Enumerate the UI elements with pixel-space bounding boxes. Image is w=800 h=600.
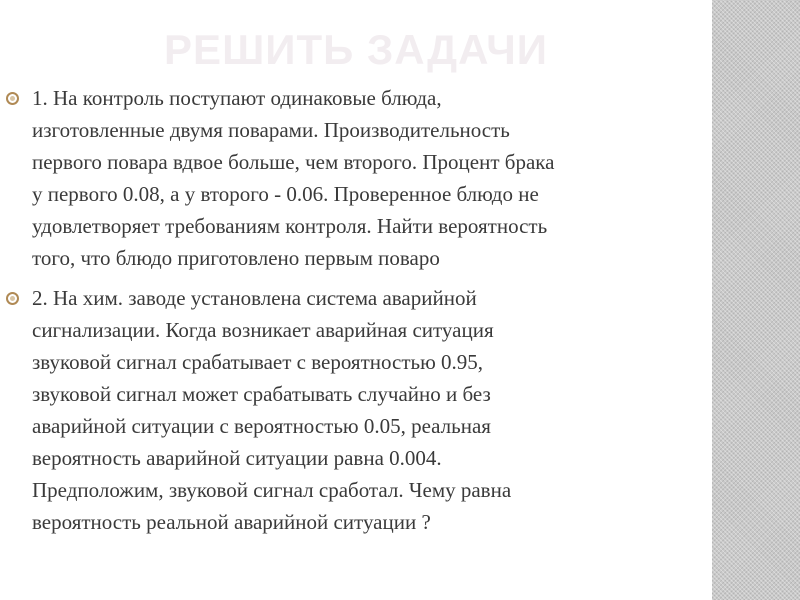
bullet-icon [6,92,19,105]
task-list [6,82,706,546]
decorative-side-band [712,0,800,600]
task-text: 1. На контроль поступают одинаковые блюда, изготовленные двумя поварами. Производительность первого повара вдвое больше, чем второго. Процент брака у первого 0.08, а у второго - 0.06. Проверенное блюдо не удовлетворяет требованиям контроля. Найти вероятность того, что блюдо приготовлено первым поваро [32,86,555,270]
task-item-2 [6,282,706,538]
bullet-icon [6,292,19,305]
task-item-1 [6,82,706,274]
task-text: 2. На хим. заводе установлена система аварийной сигнализации. Когда возникает аварийная ситуация звуковой сигнал срабатывает с вероятностью 0.95, звуковой сигнал может срабатывать случайно и без аварийной ситуации с вероятностью 0.05, реальная вероятность аварийной ситуации равна 0.004. Предположим, звуковой сигнал сработал. Чему равна вероятность реальной аварийной ситуации ? [32,286,512,534]
slide-title: РЕШИТЬ ЗАДАЧИ [164,26,548,73]
